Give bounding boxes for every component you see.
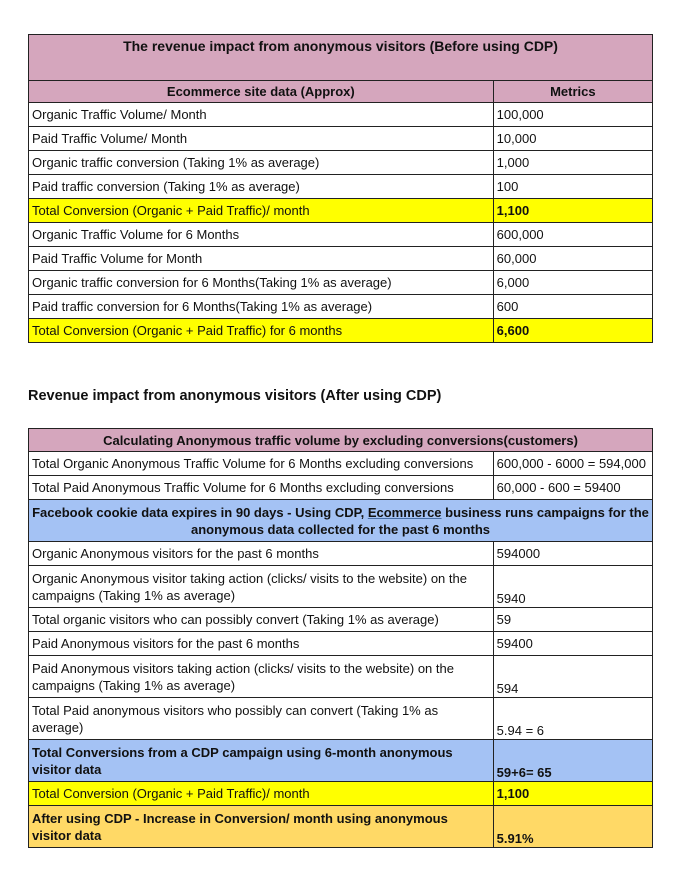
row-label: Paid traffic conversion (Taking 1% as average) (29, 175, 494, 199)
column-header-metrics: Metrics (493, 81, 652, 103)
campaign-note (29, 500, 653, 542)
table-row (29, 656, 653, 698)
row-value: 10,000 (493, 127, 652, 151)
row-label: Organic Traffic Volume for 6 Months (29, 223, 494, 247)
note-text-before: Facebook cookie data expires in 90 days - Using CDP, (32, 504, 368, 520)
row-label: Total Organic Anonymous Traffic Volume for 6 Months excluding conversions (29, 452, 494, 476)
row-value: 600 (493, 295, 652, 319)
table-row-total (29, 782, 653, 806)
table-row-total (29, 319, 653, 343)
table-row (29, 476, 653, 500)
row-value: 1,100 (493, 199, 652, 223)
row-label: Organic Traffic Volume/ Month (29, 103, 494, 127)
row-value: 594000 (493, 542, 652, 566)
table-row (29, 698, 653, 740)
table-row (29, 127, 653, 151)
row-label: Total organic visitors who can possibly convert (Taking 1% as average) (29, 608, 494, 632)
row-label: Organic Anonymous visitors for the past 6 months (29, 542, 494, 566)
table-row (29, 295, 653, 319)
row-value: 59 (493, 608, 652, 632)
section-heading: Revenue impact from anonymous visitors (After using CDP) (28, 388, 442, 404)
row-label: Organic Anonymous visitor taking action (clicks/ visits to the website) on the campaigns (Taking 1% as average) (29, 566, 494, 608)
row-value: 594 (493, 656, 652, 698)
table-title: Calculating Anonymous traffic volume by excluding conversions(customers) (29, 429, 653, 452)
row-value: 100,000 (493, 103, 652, 127)
row-value: 1,100 (493, 782, 652, 806)
table-row (29, 151, 653, 175)
table-row (29, 175, 653, 199)
row-value: 59400 (493, 632, 652, 656)
row-label: After using CDP - Increase in Conversion/ month using anonymous visitor data (29, 806, 494, 848)
table-row (29, 608, 653, 632)
row-value: 6,600 (493, 319, 652, 343)
row-label: Paid Traffic Volume for Month (29, 247, 494, 271)
table-row (29, 247, 653, 271)
table-title: The revenue impact from anonymous visitors (Before using CDP) (29, 35, 653, 81)
row-label: Paid traffic conversion for 6 Months(Taking 1% as average) (29, 295, 494, 319)
row-label: Total Conversion (Organic + Paid Traffic) for 6 months (29, 319, 494, 343)
note-text-underlined: Ecommerce (367, 504, 442, 520)
table-row (29, 452, 653, 476)
row-value: 1,000 (493, 151, 652, 175)
table-row-total (29, 199, 653, 223)
table-row (29, 271, 653, 295)
row-label: Paid Anonymous visitors for the past 6 months (29, 632, 494, 656)
row-value: 600,000 - 6000 = 594,000 (493, 452, 652, 476)
row-value: 5.94 = 6 (493, 698, 652, 740)
row-label: Organic traffic conversion for 6 Months(Taking 1% as average) (29, 271, 494, 295)
table-row (29, 103, 653, 127)
table-row-increase (29, 806, 653, 848)
row-label: Total Conversions from a CDP campaign using 6-month anonymous visitor data (29, 740, 494, 782)
table-row (29, 223, 653, 247)
row-value: 60,000 (493, 247, 652, 271)
row-value: 600,000 (493, 223, 652, 247)
note-text-after: business runs campaigns for the anonymous data collected for the past 6 months (190, 504, 649, 537)
row-label: Total Paid Anonymous Traffic Volume for 6 Months excluding conversions (29, 476, 494, 500)
column-header-data: Ecommerce site data (Approx) (29, 81, 494, 103)
after-cdp-table (28, 428, 653, 848)
row-label: Organic traffic conversion (Taking 1% as average) (29, 151, 494, 175)
row-value: 60,000 - 600 = 59400 (493, 476, 652, 500)
row-label: Paid Traffic Volume/ Month (29, 127, 494, 151)
row-value: 6,000 (493, 271, 652, 295)
table-row (29, 542, 653, 566)
row-value: 59+6= 65 (493, 740, 652, 782)
row-label: Total Paid anonymous visitors who possibly can convert (Taking 1% as average) (29, 698, 494, 740)
table-row (29, 632, 653, 656)
row-label: Total Conversion (Organic + Paid Traffic)/ month (29, 199, 494, 223)
table-row (29, 566, 653, 608)
row-label: Paid Anonymous visitors taking action (clicks/ visits to the website) on the campaigns (Taking 1% as average) (29, 656, 494, 698)
before-cdp-table (28, 34, 653, 343)
row-value: 5940 (493, 566, 652, 608)
row-label: Total Conversion (Organic + Paid Traffic)/ month (29, 782, 494, 806)
row-value: 5.91% (493, 806, 652, 848)
table-row-cdp-total (29, 740, 653, 782)
row-value: 100 (493, 175, 652, 199)
